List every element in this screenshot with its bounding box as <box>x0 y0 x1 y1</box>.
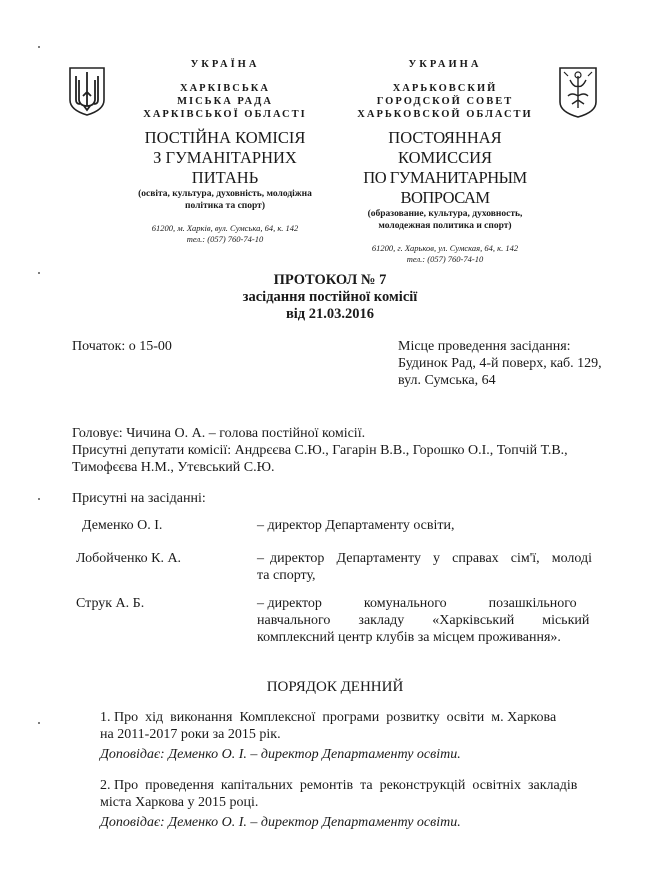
invited-role-line: та спорту, <box>257 568 316 583</box>
agenda-item-line1: 1. Про хід виконання Комплексної програми розвитку освіти м. Харкова <box>100 710 557 725</box>
deputies-line2: Тимофєєва Н.М., Утєвський С.Ю. <box>72 460 275 475</box>
ukraine-trident-icon <box>68 66 106 116</box>
invited-role-line: навчального закладу «Харківський міський <box>257 613 590 628</box>
invited-name: Деменко О. І. <box>82 518 163 533</box>
invited-role <box>257 550 592 584</box>
header-left-country: УКРАЇНА <box>190 59 260 70</box>
scan-dot <box>38 46 40 48</box>
header-left-commission-line2: З ГУМАНІТАРНИХ ПИТАНЬ <box>153 148 297 187</box>
header-left-scope-line2: політика та спорт) <box>185 201 265 211</box>
header-left-phone: тел.: (057) 760-74-10 <box>186 234 264 244</box>
header-right-scope-line1: (образование, культура, духовность, <box>367 209 523 219</box>
kharkiv-coat-of-arms-icon <box>558 66 598 118</box>
invited-role-line: – директор Департаменту у справах сім'ї, молоді <box>257 551 592 566</box>
meeting-start: Початок: о 15-00 <box>72 339 172 354</box>
header-right-council-line3: ХАРЬКОВСКОЙ ОБЛАСТИ <box>357 109 533 120</box>
header-left-commission-line1: ПОСТІЙНА КОМІСІЯ <box>144 128 306 147</box>
agenda-heading: ПОРЯДОК ДЕННИЙ <box>266 679 404 695</box>
header-right <box>340 58 550 265</box>
protocol-title-line2: засідання постійної комісії <box>242 289 418 305</box>
meeting-place-line2: вул. Сумська, 64 <box>398 373 496 388</box>
agenda-item-speaker: Доповідає: Деменко О. І. – директор Департаменту освіти. <box>100 815 461 830</box>
invited-name: Струк А. Б. <box>76 596 145 611</box>
agenda-item-line2: на 2011-2017 роки за 2015 рік. <box>100 727 281 742</box>
header-right-commission-line2: ПО ГУМАНИТАРНЫМ ВОПРОСАМ <box>363 168 527 207</box>
agenda-item <box>100 777 600 831</box>
present-label: Присутні на засіданні: <box>72 491 206 506</box>
scan-dot <box>38 722 40 724</box>
header-left-council-line1: ХАРКІВСЬКА <box>179 83 270 94</box>
header-right-phone: тел.: (057) 760-74-10 <box>406 254 484 264</box>
attendance-block <box>72 425 612 476</box>
meeting-place-label: Місце проведення засідання: <box>398 339 571 354</box>
header-left <box>120 58 330 245</box>
scan-dot <box>38 498 40 500</box>
scan-dot <box>38 272 40 274</box>
header-right-address: 61200, г. Харьков, ул. Сумская, 64, к. 142 <box>371 243 519 253</box>
agenda-item <box>100 709 600 763</box>
invited-role-line: – директор комунального позашкільного <box>257 596 577 611</box>
meeting-place-line1: Будинок Рад, 4-й поверх, каб. 129, <box>398 356 602 371</box>
invited-name: Лобойченко К. А. <box>76 551 182 566</box>
header-right-scope-line2: молодежная политика и спорт) <box>378 221 512 231</box>
agenda-item-speaker: Доповідає: Деменко О. І. – директор Департаменту освіти. <box>100 747 461 762</box>
agenda-item-line1: 2. Про проведення капітальних ремонтів та реконструкцій освітніх закладів <box>100 778 578 793</box>
header-right-council-line2: ГОРОДСКОЙ СОВЕТ <box>376 96 514 107</box>
invited-role-line: – директор Департаменту освіти, <box>257 518 455 533</box>
header-left-address: 61200, м. Харків, вул. Сумська, 64, к. 142 <box>151 223 299 233</box>
protocol-title-line3: від 21.03.2016 <box>285 306 375 322</box>
header-right-commission-line1: ПОСТОЯННАЯ КОМИССИЯ <box>388 128 502 167</box>
protocol-title <box>120 272 540 323</box>
invited-role <box>257 517 592 534</box>
invited-role-line: комплексний центр клубів за місцем проживання». <box>257 630 561 645</box>
agenda-item-line2: міста Харкова у 2015 році. <box>100 795 259 810</box>
invited-role <box>257 595 592 646</box>
meeting-place <box>398 338 618 389</box>
header-left-council-line2: МІСЬКА РАДА <box>177 96 273 107</box>
header-right-council-line1: ХАРЬКОВСКИЙ <box>392 83 498 94</box>
header-left-council-line3: ХАРКІВСЬКОЇ ОБЛАСТІ <box>143 109 307 120</box>
header-left-scope-line1: (освіта, культура, духовність, молодіжна <box>138 189 312 199</box>
protocol-title-line1: ПРОТОКОЛ № 7 <box>273 272 387 288</box>
deputies-line1: Присутні депутати комісії: Андрєєва С.Ю., Гагарін В.В., Горошко О.І., Топчій Т.В., <box>72 443 568 458</box>
chair-line: Головує: Чичина О. А. – голова постійної комісії. <box>72 426 366 441</box>
header-right-country: УКРАИНА <box>408 59 482 70</box>
